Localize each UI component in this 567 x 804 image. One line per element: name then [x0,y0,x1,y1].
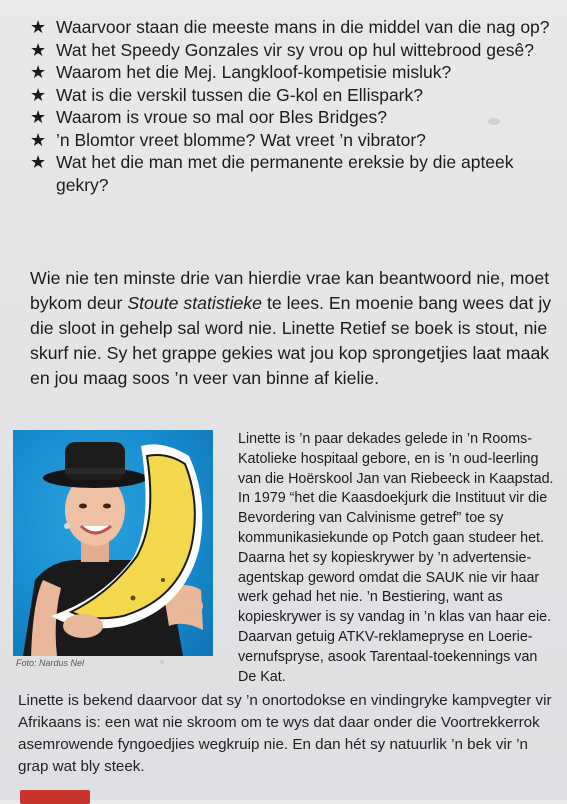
question-text: Wat het Speedy Gonzales vir sy vrou op hul wittebrood gesê? [56,39,534,60]
photo-credit: Foto: Nardus Nel [16,658,85,668]
question-list [30,16,550,196]
author-photo [13,430,213,656]
question-item [30,39,550,62]
star-bullet-icon: ★ [30,152,47,172]
question-text: Wat is die verskil tussen die G-kol en Ellispark? [56,84,423,105]
question-text: Waarom is vroue so mal oor Bles Bridges? [56,107,388,127]
question-item [30,106,550,129]
question-text: Waarvoor staan die meeste mans in die middel van die nag op? [56,17,550,37]
question-item [30,16,550,39]
question-item [30,61,550,84]
intro-text-before: Wie nie ten minste drie van hierdie vrae kan beantwoord nie, moet bykom deur [30,268,550,313]
star-bullet-icon: ★ [30,39,47,60]
star-bullet-icon: ★ [30,129,47,150]
paper-stain [488,118,500,125]
question-text: ’n Blomtor vreet blomme? Wat vreet ’n vibrator? [56,129,426,150]
question-text: Waarom het die Mej. Langkloof-kompetisie misluk? [56,62,452,82]
intro-paragraph [30,266,555,391]
question-item [30,151,550,196]
question-item [30,84,550,107]
star-bullet-icon: ★ [30,107,47,127]
paper-stain [160,660,164,664]
star-bullet-icon: ★ [30,17,47,37]
publisher-logo-fragment [20,790,90,804]
closing-paragraph: Linette is bekend daarvoor dat sy ’n onortodokse en vindingryke kampvegter vir Afrikaans is: een wat nie skroom om te wys dat daar onder die Voortrekkerrok asemrowende fyngoedjies wegkruip nie. En dan hét sy natuurlik ’n bek vir ’n grap wat bly steek. [18,692,552,775]
star-bullet-icon: ★ [30,84,47,105]
intro-text-after: te lees. En moenie bang wees dat jy die sloot in gehelp sal word nie. Linette Retief se boek is stout, nie skurf nie. Sy het grappe gekies wat jou kop sprongetjies laat maak en jou maag soos ’n veer van binne af kielie. [30,293,552,388]
book-title: Stoute statistieke [127,293,263,313]
star-bullet-icon: ★ [30,62,47,82]
question-item [30,129,550,152]
author-photo-illustration [13,430,213,656]
author-bio: Linette is ’n paar dekades gelede in ’n Rooms-Katolieke hospitaal gebore, en is ’n oud-leerling van die Hoërskool Jan van Riebeeck in Kaapstad. In 1979 “het die Kaasdoekjurk die Instituut vir die Bevordering van Calvinisme getref” toe sy kommunikasiekunde op Potch gaan studeer het. Daarna het sy kopieskrywer by ’n advertensie-agentskap geword omdat die SAUK nie vir haar werk gehad het nie. ’n Bestiering, want as kopieskrywer is sy vandag in ’n klas van haar eie. Daarvan getuig ATKV-reklamepryse en Loerie-vernufspryse, asook Tarentaal-toekennings van De Kat. [238,431,554,685]
question-text: Wat het die man met die permanente ereksie by die apteek gekry? [56,152,514,195]
